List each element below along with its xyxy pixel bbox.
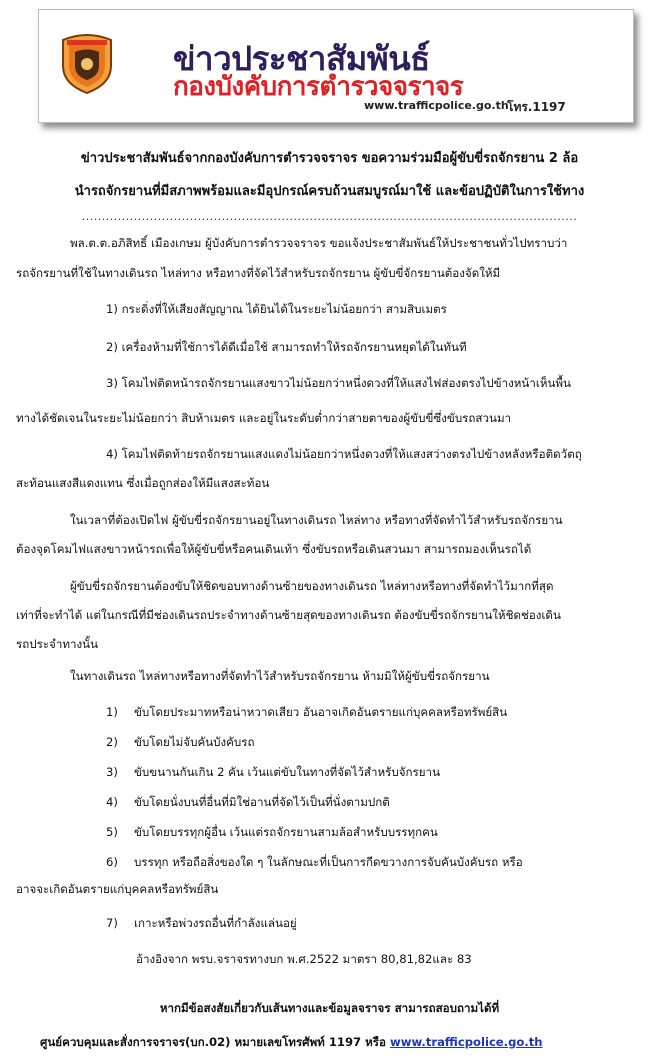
banner-phone: โทร.1197 <box>507 100 566 114</box>
lights-paragraph-line-2: ต้องจุดโคมไฟแสงขาวหน้ารถเพื่อให้ผู้ขับขี่หรือคนเดินเท้า ซึ่งขับรถหรือเดินสวนมา สามารถมองเห็นรถได้ <box>16 542 532 556</box>
footer-website-link[interactable]: www.trafficpolice.go.th <box>390 1035 543 1049</box>
intro-line-2: รถจักรยานที่ใช้ในทางเดินรถ ไหล่ทาง หรือทางที่จัดไว้สำหรับรถจักรยาน ผู้ขับขี่จักรยานต้องจัดให้มี <box>16 266 501 280</box>
lane-paragraph-line-1: ผู้ขับขี่รถจักรยานต้องขับให้ชิดขอบทางด้านซ้ายของทางเดินรถ ไหล่ทางหรือทางที่จัดทำไว้มากที่สุด <box>70 579 554 593</box>
rule-number: 3) <box>106 765 118 779</box>
rule-number: 6) <box>106 855 118 869</box>
rule-number: 1) <box>106 705 118 719</box>
header-banner <box>38 9 634 123</box>
rule-text: ขับโดยนั่งบนที่อื่นที่มิใช่อานที่จัดไว้เป็นที่นั่งตามปกติ <box>134 795 390 809</box>
lane-paragraph-line-3: รถประจำทางนั้น <box>16 637 99 651</box>
equipment-item-3: 3) โคมไฟติดหน้ารถจักรยานแสงขาวไม่น้อยกว่าหนึ่งดวงที่ให้แสงไฟส่องตรงไปข้างหน้าเห็นพื้น <box>106 376 571 390</box>
rule-text: ขับโดยบรรทุกผู้อื่น เว้นแต่รถจักรยานสามล้อสำหรับบรรทุกคน <box>134 825 438 839</box>
separator-dots: ............................................................................................................................ <box>81 210 578 223</box>
rule-text: ขับขนานกันเกิน 2 คัน เว้นแต่ขับในทางที่จัดไว้สำหรับจักรยาน <box>134 765 441 779</box>
intro-line-1: พล.ต.ต.อภิสิทธิ์ เมืองเกษม ผู้บังคับการตำรวจจราจร ขอแจ้งประชาสัมพันธ์ให้ประชาชนทั่วไปทราบว่า <box>70 236 568 250</box>
equipment-item-3-cont: ทางได้ชัดเจนในระยะไม่น้อยกว่า สิบห้าเมตร และอยู่ในระดับต่ำกว่าสายตาของผู้ขับขี่ซึ่งขับรถสวนมา <box>16 411 512 425</box>
headline-line-2: นำรถจักรยานที่มีสภาพพร้อมและมีอุปกรณ์ครบถ้วนสมบูรณ์มาใช้ และข้อปฏิบัติในการใช้ทาง <box>74 184 585 199</box>
equipment-item-1: 1) กระดิ่งที่ให้เสียงสัญญาณ ได้ยินได้ในระยะไม่น้อยกว่า สามสิบเมตร <box>106 302 447 316</box>
legal-reference: อ้างอิงจาก พรบ.จราจรทางบก พ.ศ.2522 มาตรา 80,81,82และ 83 <box>136 952 472 966</box>
equipment-item-4-cont: สะท้อนแสงสีแดงแทน ซึ่งเมื่อถูกส่องให้มีแสงสะท้อน <box>16 476 270 490</box>
banner-subtitle: กองบังคับการตำรวจจราจร <box>173 72 464 102</box>
banner-title: ข่าวประชาสัมพันธ์ <box>173 39 430 78</box>
rule-text: บรรทุก หรือถือสิ่งของใด ๆ ในลักษณะที่เป็นการกีดขวางการจับคันบังคับรถ หรือ <box>134 855 523 869</box>
banner-website: www.trafficpolice.go.th <box>364 99 509 112</box>
equipment-item-4: 4) โคมไฟติดท้ายรถจักรยานแสงแดงไม่น้อยกว่าหนึ่งดวงที่ให้แสงสว่างตรงไปข้างหลังหรือติดวัตถุ <box>106 447 582 461</box>
rule-6-cont: อาจจะเกิดอันตรายแก่บุคคลหรือทรัพย์สิน <box>16 882 219 896</box>
prohibitions-intro: ในทางเดินรถ ไหล่ทางหรือทางที่จัดทำไว้สำหรับรถจักรยาน ห้ามมิให้ผู้ขับขี่รถจักรยาน <box>70 669 490 683</box>
rule-text: ขับโดยไม่จับคันบังคับรถ <box>134 735 255 749</box>
rule-number: 2) <box>106 735 118 749</box>
rule-7-number: 7) <box>106 916 118 930</box>
equipment-item-2: 2) เครื่องห้ามที่ใช้การได้ดีเมื่อใช้ สามารถทำให้รถจักรยานหยุดได้ในทันที <box>106 340 467 354</box>
headline-line-1: ข่าวประชาสัมพันธ์จากกองบังคับการตำรวจจราจร ขอความร่วมมือผู้ขับขี่รถจักรยาน 2 ล้อ <box>80 151 579 166</box>
footer-line-2 <box>40 1036 543 1050</box>
rule-text: ขับโดยประมาทหรือน่าหวาดเสียว อันอาจเกิดอันตรายแก่บุคคลหรือทรัพย์สิน <box>134 705 508 719</box>
rule-number: 4) <box>106 795 118 809</box>
footer-contact-text: ศูนย์ควบคุมและสั่งการจราจร(บก.02) หมายเลขโทรศัพท์ 1197 หรือ <box>40 1035 386 1049</box>
lights-paragraph-line-1: ในเวลาที่ต้องเปิดไฟ ผู้ขับขี่รถจักรยานอยู่ในทางเดินรถ ไหล่ทาง หรือทางที่จัดทำไว้สำหรับรถจักรยาน <box>70 513 563 527</box>
traffic-police-badge-icon <box>59 32 115 94</box>
footer-line-1: หากมีข้อสงสัยเกี่ยวกับเส้นทางและข้อมูลจราจร สามารถสอบถามได้ที่ <box>159 1001 500 1015</box>
rule-7-text: เกาะหรือพ่วงรถอื่นที่กำลังแล่นอยู่ <box>134 916 297 930</box>
lane-paragraph-line-2: เท่าที่จะทำได้ แต่ในกรณีที่มีช่องเดินรถประจำทางด้านซ้ายสุดของทางเดินรถ ต้องขับขี่รถจักรยานให้ชิดช่องเดิน <box>16 608 561 622</box>
rule-number: 5) <box>106 825 118 839</box>
